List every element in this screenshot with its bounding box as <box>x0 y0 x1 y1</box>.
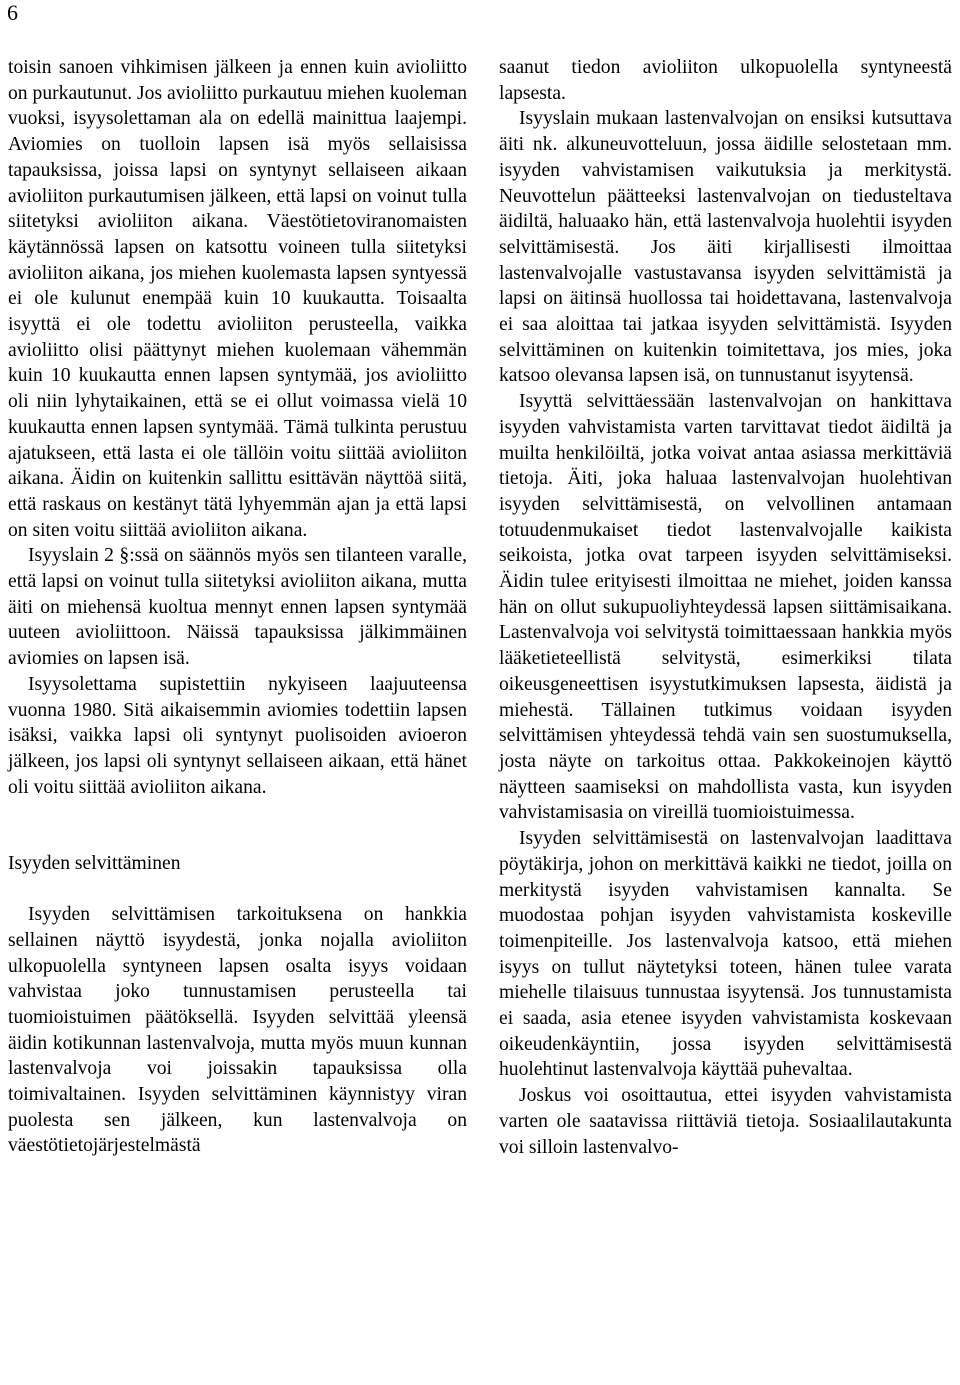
section-heading: Isyyden selvittäminen <box>8 853 181 875</box>
paragraph: Isyyslain 2 §:ssä on säännös myös sen tilanteen varalle, että lapsi on voinut tulla siitetyksi avioliiton aikana, mutta äiti on miehensä kuoltua mennyt ennen lapsen syntymää uuteen avioliittoon. Näissä tapauksissa jälkimmäinen aviomies on lapsen isä. <box>8 545 467 670</box>
paragraph: Joskus voi osoittautua, ettei isyyden vahvistamista varten ole saatavissa riittäviä tietoja. Sosiaalilautakunta voi silloin lastenvalvo- <box>499 1085 952 1158</box>
paragraph: Isyysolettama supistettiin nykyiseen laajuuteensa vuonna 1980. Sitä aikaisemmin aviomies todettiin lapsen isäksi, vaikka lapsi oli syntynyt puolisoiden avioeron jälkeen, jos lapsi oli syntynyt sellaiseen aikaan, että hänet oli voitu siittää avioliiton aikana. <box>8 673 467 798</box>
paragraph: Isyyttä selvittäessään lastenvalvojan on hankittava isyyden vahvistamista varten tarvittavat tiedot äidiltä ja muilta henkilöiltä, jotka voivat antaa asiassa merkittäviä tietoja. Äiti, joka haluaa lastenvalvojan huolehtivan isyyden selvittämisestä, on velvollinen antamaan totuudenmukaiset tiedot lastenvalvojalle kaikista seikoista, jotka ovat tarpeen isyyden selvittämiseksi. Äidin tulee erityisesti ilmoittaa ne miehet, joiden kanssa hän on ollut sukupuoliyhteydessä lapsen siittämisaikana. Lastenvalvoja voi selvitystä toimittaessaan hankkia myös lääketieteellistä selvitystä, esimerkiksi tilata oikeusgeneettisen isyystutkimuksen lapsesta, äidistä ja miehestä. Tällainen tutkimus voidaan isyyden selvittämisen yhteydessä tehdä vain sen suostumuksella, josta näyte on tarkoitus ottaa. Pakkokeinojen käyttö näytteen saamiseksi on mahdollista vasta, kun isyyden vahvistamisasia on vireillä tuomioistuimessa. <box>499 391 952 824</box>
paragraph: Isyyden selvittämisestä on lastenvalvojan laadittava pöytäkirja, johon on merkittävä kaikki ne tiedot, joilla on merkitystä isyyden vahvistamisen kannalta. Se muodostaa pohjan isyyden vahvistamista koskeville toimenpiteille. Jos lastenvalvoja katsoo, että miehen isyys on tullut näytetyksi toteen, hänen tulee varata miehelle tilaisuus tunnustaa isyytensä. Jos tunnustamista ei saada, asia etenee isyyden vahvistamista koskevaan oikeudenkäyntiin, jossa isyyden selvittämisestä huolehtinut lastenvalvoja käyttää puhevaltaa. <box>499 828 952 1081</box>
paragraph: Isyyslain mukaan lastenvalvojan on ensiksi kutsuttava äiti nk. alkuneuvotteluun, jossa äidille selostetaan mm. isyyden vahvistamisen vaikutuksia ja merkitystä. Neuvottelun päätteeksi lastenvalvojan on tiedusteltava äidiltä, haluaako hän, että lastenvalvoja huolehtii isyyden selvittämisestä. Jos äiti kirjallisesti ilmoittaa lastenvalvojalle vastustavansa isyyden selvittämistä ja lapsi on äitinsä huollossa tai hoidettavana, lastenvalvoja ei saa aloittaa tai jatkaa isyyden selvittämistä. Isyyden selvittäminen on kuitenkin toimitettava, jos mies, joka katsoo olevansa lapsen isä, on tunnustanut isyytensä. <box>499 108 952 387</box>
section-spacer <box>8 877 467 902</box>
paragraph: saanut tiedon avioliiton ulkopuolella syntyneestä lapsesta. <box>499 57 952 104</box>
section-spacer <box>8 800 467 851</box>
paragraph: toisin sanoen vihkimisen jälkeen ja ennen kuin avioliitto on purkautunut. Jos avioliitto purkautuu miehen kuoleman vuoksi, isyysolettaman ala on edellä mainittua laajempi. Aviomies on tuolloin lapsen isä myös sellaisissa tapauksissa, joissa lapsi on syntynyt sellaiseen aikaan avioliiton purkautumisen jälkeen, että lapsi on voinut tulla siitetyksi avioliiton aikana. Väestötietoviranomaisten käytännössä lapsen on katsottu voineen tulla siitetyksi avioliiton aikana, jos miehen kuolemasta lapsen syntyessä ei ole kulunut enempää kuin 10 kuukautta. Toisaalta isyyttä ei ole todettu avioliiton perusteella, vaikka avioliitto olisi päättynyt miehen kuolemaan vähemmän kuin 10 kuukautta ennen lapsen syntymää, jos avioliitto oli niin lyhytaikainen, että se ei ollut voimassa vielä 10 kuukautta ennen lapsen syntymää. Tämä tulkinta perustuu ajatukseen, että lasta ei ole tällöin voitu siittää avioliiton aikana. Äidin on kuitenkin sallittu esittävän näyttöä siitä, että raskaus on kestänyt tätä lyhyemmän ajan ja että lapsi on siten voitu siittää avioliiton aikana. <box>8 57 467 541</box>
right-column <box>499 55 952 1160</box>
left-column <box>8 55 467 1159</box>
page-number: 6 <box>7 0 18 25</box>
paragraph: Isyyden selvittämisen tarkoituksena on hankkia sellainen näyttö isyydestä, jonka nojalla avioliiton ulkopuolella syntyneen lapsen osalta isyys voidaan vahvistaa joko tunnustamisen perusteella tai tuomioistuimen päätöksellä. Isyyden selvittää yleensä äidin kotikunnan lastenvalvoja, mutta myös muun kunnan lastenvalvoja voi joissakin tapauksissa olla toimivaltainen. Isyyden selvittäminen käynnistyy viran puolesta sen jälkeen, kun lastenvalvoja on väestötietojärjestelmästä <box>8 904 467 1157</box>
